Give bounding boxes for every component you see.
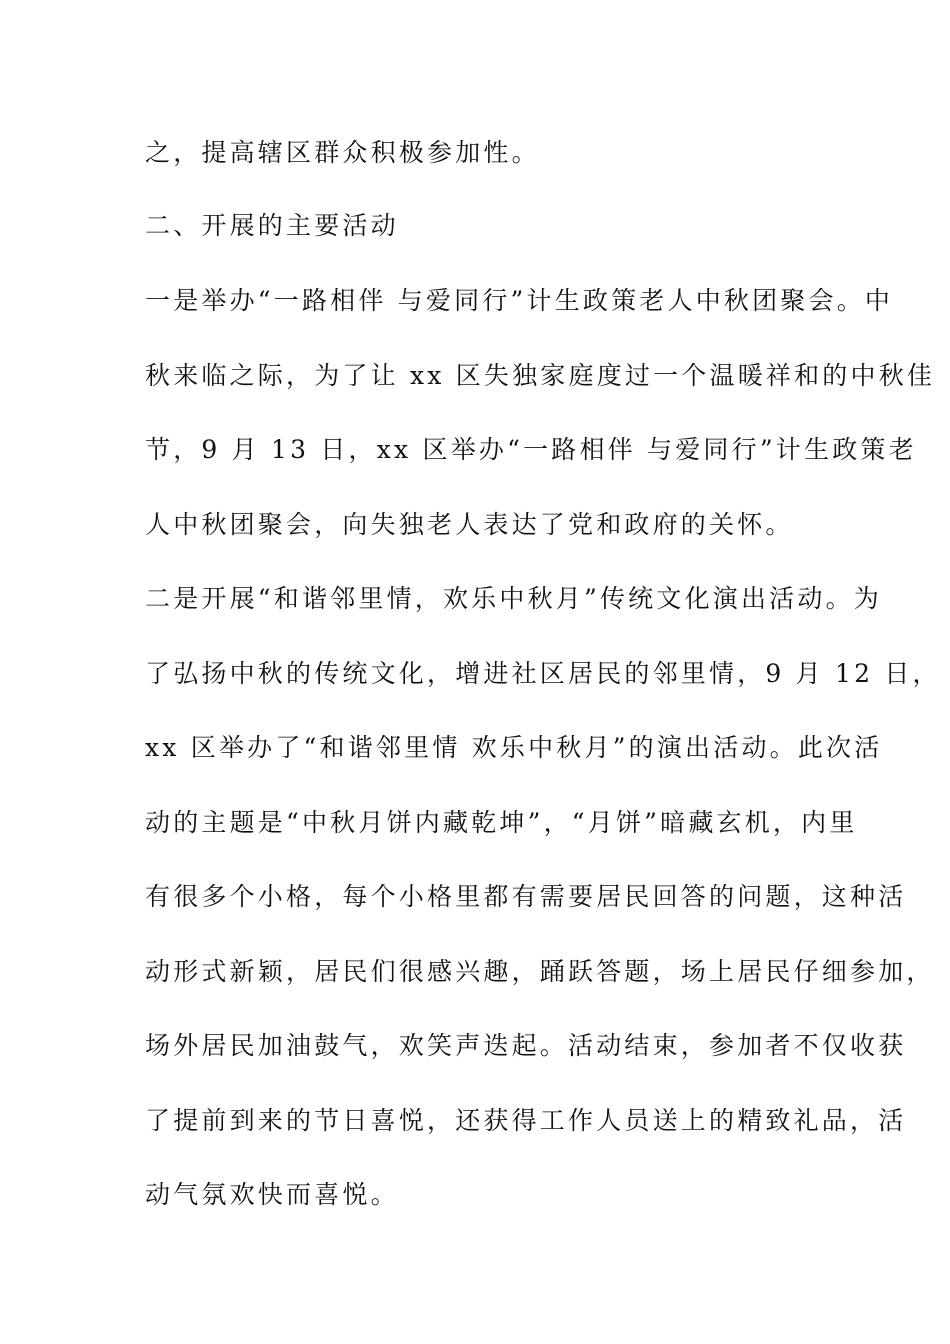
text-line: 节，9 月 13 日，xx 区举办“一路相伴 与爱同行”计生政策老 bbox=[145, 435, 917, 464]
text-line: 了弘扬中秋的传统文化，增进社区居民的邻里情，9 月 12 日， bbox=[145, 659, 941, 688]
text-line: 二是开展“和谐邻里情，欢乐中秋月”传统文化演出活动。为 bbox=[145, 584, 882, 613]
text-line: 动的主题是“中秋月饼内藏乾坤”，“月饼”暗藏玄机，内里 bbox=[145, 808, 858, 837]
text-line: 人中秋团聚会，向失独老人表达了党和政府的关怀。 bbox=[145, 510, 794, 539]
text-line: 动气氛欢快而喜悦。 bbox=[145, 1180, 399, 1209]
text-line: 动形式新颖，居民们很感兴趣，踊跃答题，场上居民仔细参加， bbox=[145, 957, 935, 986]
text-line: 一是举办“一路相伴 与爱同行”计生政策老人中秋团聚会。中 bbox=[145, 286, 894, 315]
text-line: xx 区举办了“和谐邻里情 欢乐中秋月”的演出活动。此次活 bbox=[145, 733, 883, 762]
text-line: 场外居民加油鼓气，欢笑声迭起。活动结束，参加者不仅收获 bbox=[145, 1031, 907, 1060]
text-line: 秋来临之际，为了让 xx 区失独家庭度过一个温暖祥和的中秋佳 bbox=[145, 361, 936, 390]
section-heading: 二、开展的主要活动 bbox=[145, 211, 399, 240]
text-line: 有很多个小格，每个小格里都有需要居民回答的问题，这种活 bbox=[145, 882, 907, 911]
text-line: 之，提高辖区群众积极参加性。 bbox=[145, 138, 540, 167]
text-line: 了提前到来的节日喜悦，还获得工作人员送上的精致礼品，活 bbox=[145, 1106, 907, 1135]
